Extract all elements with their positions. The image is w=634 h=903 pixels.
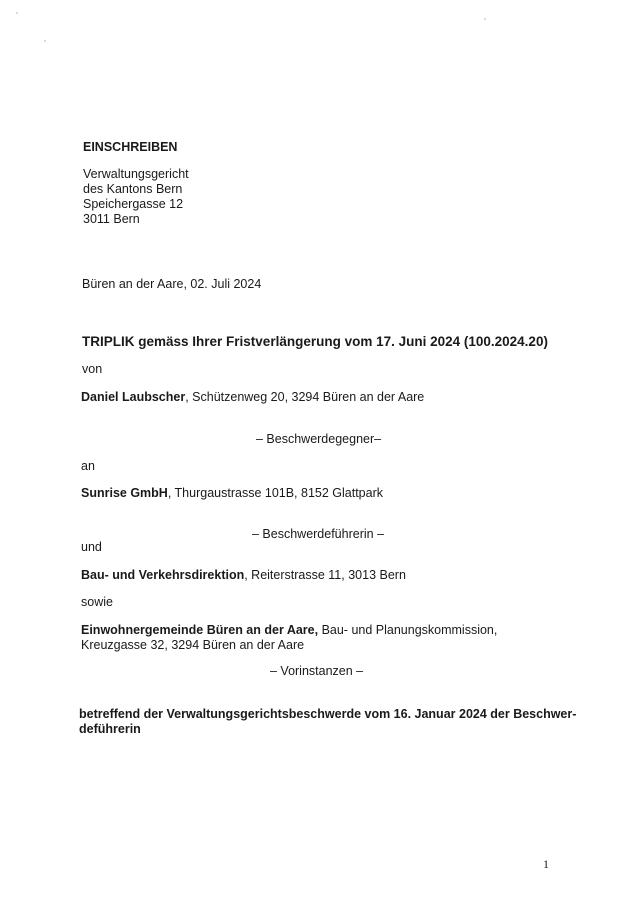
registered-mail-label: EINSCHREIBEN <box>83 140 178 154</box>
page-number: 1 <box>543 857 549 871</box>
recipient-address <box>83 167 189 227</box>
recipient-line: 3011 Bern <box>83 212 140 226</box>
von-label: von <box>82 362 103 376</box>
party-role: – Beschwerdegegner– <box>256 432 382 446</box>
party-role: – Beschwerdeführerin – <box>252 527 385 541</box>
und-label: und <box>81 540 102 554</box>
party-respondent <box>81 390 424 405</box>
subject-line: deführerin <box>79 722 141 736</box>
sowie-label: sowie <box>81 595 113 609</box>
party-address: Bau- und Planungskommission, <box>318 623 498 637</box>
party-address: , Reiterstrasse 11, 3013 Bern <box>244 568 406 582</box>
party-municipality <box>81 623 497 638</box>
party-directorate <box>81 568 406 583</box>
party-name: Einwohnergemeinde Büren an der Aare, <box>81 623 319 637</box>
scan-speck <box>16 12 18 14</box>
scan-speck <box>44 40 46 42</box>
party-name: Bau- und Verkehrsdirektion <box>81 568 245 582</box>
an-label: an <box>81 459 95 473</box>
subject-line: betreffend der Verwaltungsgerichtsbeschwerde vom 16. Januar 2024 der Beschwer- <box>79 707 577 721</box>
party-name: Daniel Laubscher <box>81 390 186 404</box>
recipient-line: des Kantons Bern <box>83 182 183 196</box>
place-date: Büren an der Aare, 02. Juli 2024 <box>82 277 262 291</box>
party-address-line: Kreuzgasse 32, 3294 Büren an der Aare <box>81 638 305 652</box>
party-address: , Thurgaustrasse 101B, 8152 Glattpark <box>167 486 384 500</box>
document-title: TRIPLIK gemäss Ihrer Fristverlängerung vom 17. Juni 2024 (100.2024.20) <box>82 334 548 349</box>
recipient-line: Verwaltungsgericht <box>83 167 189 181</box>
party-address: , Schützenweg 20, 3294 Büren an der Aare <box>185 390 425 404</box>
party-name: Sunrise GmbH <box>81 486 168 500</box>
party-role: – Vorinstanzen – <box>270 664 364 678</box>
party-complainant <box>81 486 383 501</box>
scan-speck <box>484 18 486 20</box>
recipient-line: Speichergasse 12 <box>83 197 184 211</box>
